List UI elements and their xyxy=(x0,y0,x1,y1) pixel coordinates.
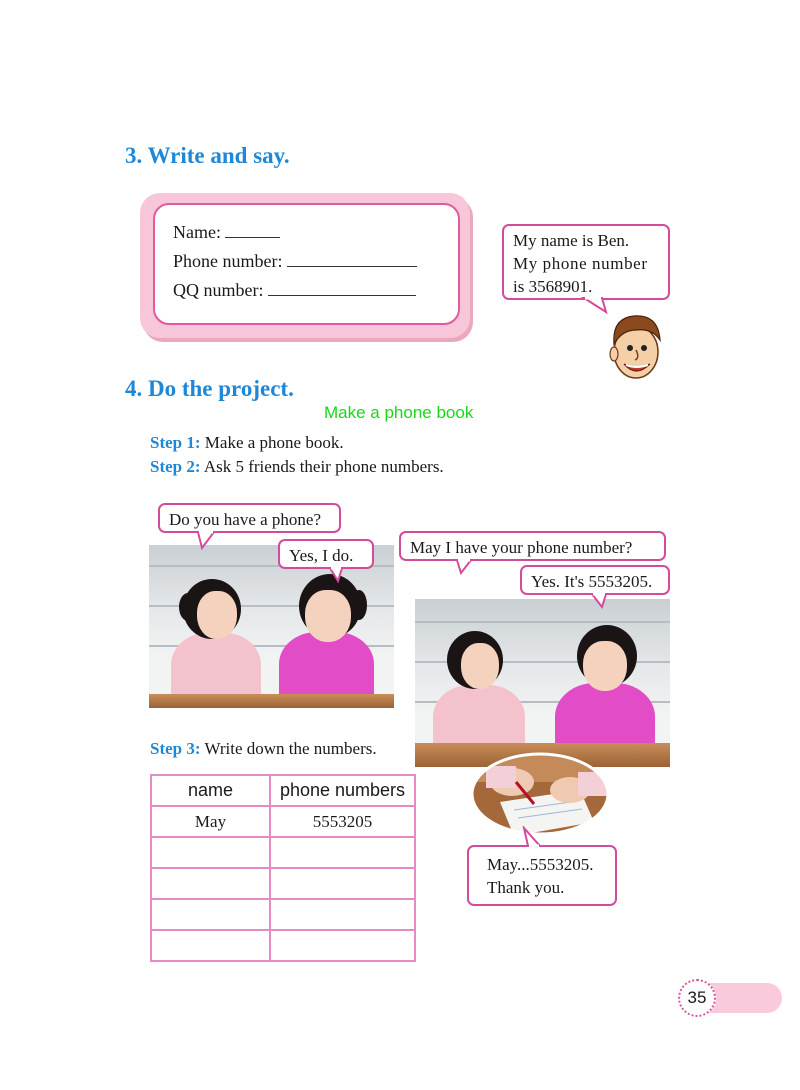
bubble-line: My phone number xyxy=(513,254,648,273)
step-1-label: Step 1: xyxy=(150,433,201,452)
qq-blank[interactable] xyxy=(268,281,416,296)
table-row xyxy=(151,837,415,868)
phone-blank[interactable] xyxy=(287,252,417,267)
section-4-title: 4. Do the project. xyxy=(125,376,294,401)
writing-hand-image xyxy=(470,752,610,836)
page-number-tab xyxy=(706,983,782,1013)
table-header-row xyxy=(151,775,415,806)
step-2 xyxy=(150,457,444,477)
step-3-label: Step 3: xyxy=(150,739,201,758)
section-3-title: 3. Write and say. xyxy=(125,143,290,168)
column-header-phone: phone numbers xyxy=(270,775,415,806)
bubble-line: Thank you. xyxy=(487,878,565,897)
ben-cartoon-icon xyxy=(606,310,666,382)
table-row xyxy=(151,930,415,961)
bubble-tail xyxy=(590,593,610,609)
bubble-question-1: Do you have a phone? xyxy=(158,503,341,533)
name-line xyxy=(173,222,280,243)
step-2-label: Step 2: xyxy=(150,457,201,476)
cell-name[interactable] xyxy=(151,930,270,961)
step-1-text: Make a phone book. xyxy=(204,433,344,452)
ben-speech-bubble xyxy=(502,224,670,300)
phone-line xyxy=(173,251,417,272)
bubble-answer-2: Yes. It's 5553205. xyxy=(520,565,670,595)
phone-book-table xyxy=(150,774,416,962)
bubble-question-2: May I have your phone number? xyxy=(399,531,666,561)
name-label: Name: xyxy=(173,222,221,242)
table-row xyxy=(151,806,415,837)
photo-girls-talking xyxy=(149,545,394,708)
phone-label: Phone number: xyxy=(173,251,283,271)
bubble-tail xyxy=(328,567,346,583)
cell-phone[interactable] xyxy=(270,868,415,899)
bubble-line: My name is Ben. xyxy=(513,231,630,250)
bubble-line: is 3568901. xyxy=(513,277,593,296)
bubble-tail xyxy=(455,559,475,575)
project-subtitle: Make a phone book xyxy=(324,403,474,422)
step-3 xyxy=(150,739,377,759)
step-1 xyxy=(150,433,344,453)
cell-phone[interactable] xyxy=(270,930,415,961)
bubble-thanks xyxy=(467,845,617,906)
qq-line xyxy=(173,280,416,301)
page-number: 35 xyxy=(678,979,716,1017)
name-blank[interactable] xyxy=(225,223,280,238)
table-row xyxy=(151,899,415,930)
bubble-line: May...5553205. xyxy=(487,855,594,874)
cell-phone[interactable] xyxy=(270,837,415,868)
step-3-text: Write down the numbers. xyxy=(204,739,377,758)
step-2-text: Ask 5 friends their phone numbers. xyxy=(203,457,444,476)
bubble-answer-1: Yes, I do. xyxy=(278,539,374,569)
cell-name[interactable]: May xyxy=(151,806,270,837)
cell-name[interactable] xyxy=(151,837,270,868)
bubble-tail xyxy=(522,826,544,848)
bubble-tail xyxy=(196,531,218,551)
cell-name[interactable] xyxy=(151,899,270,930)
cell-phone[interactable] xyxy=(270,899,415,930)
table-row xyxy=(151,868,415,899)
column-header-name: name xyxy=(151,775,270,806)
cell-name[interactable] xyxy=(151,868,270,899)
photo-phone-number xyxy=(415,599,670,767)
qq-label: QQ number: xyxy=(173,280,264,300)
cell-phone[interactable]: 5553205 xyxy=(270,806,415,837)
